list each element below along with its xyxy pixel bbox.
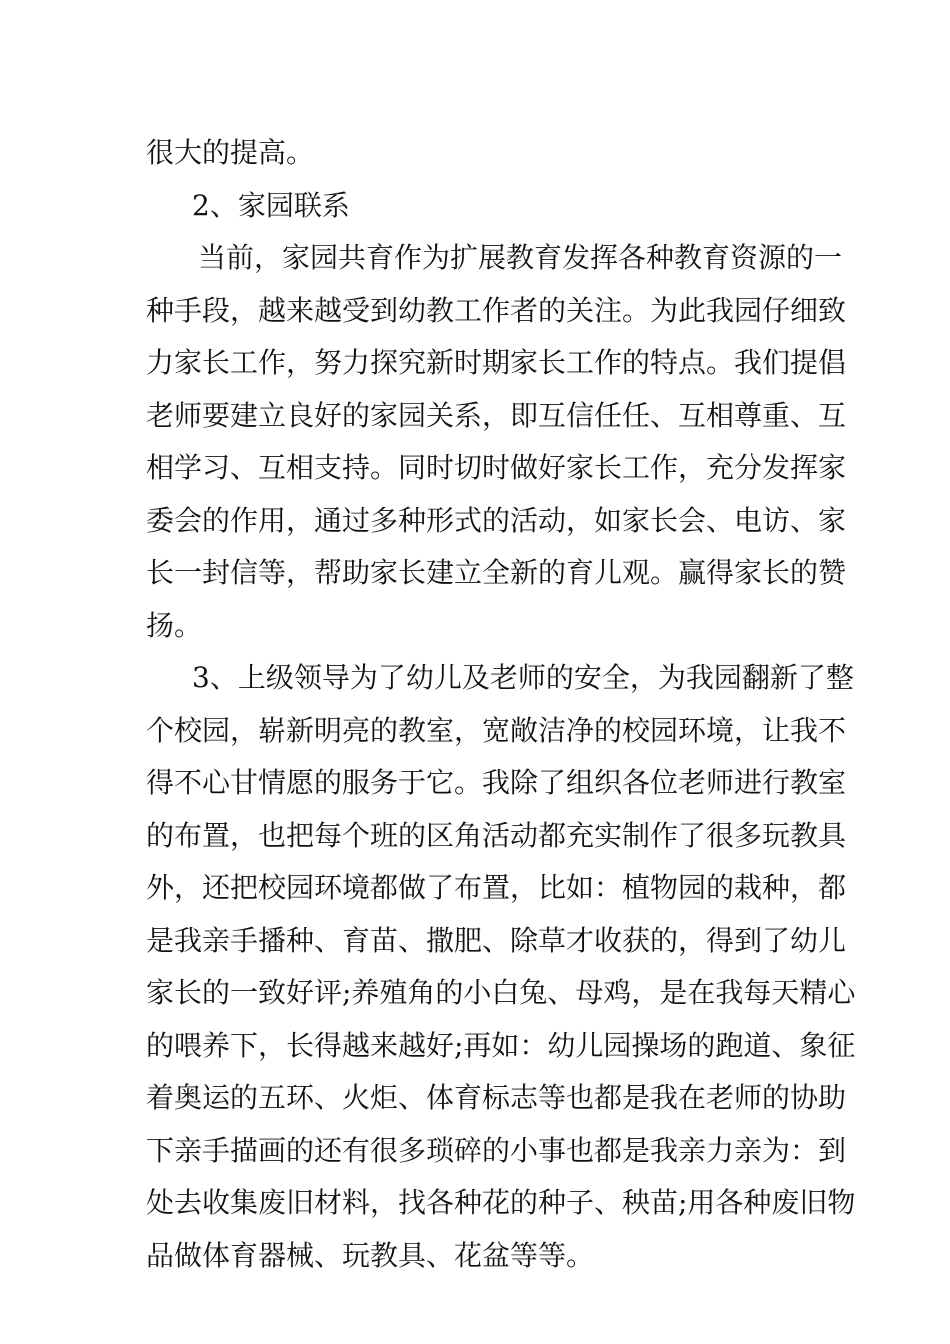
text-line: 当前，家园共育作为扩展教育发挥各种教育资源的一	[198, 241, 843, 274]
section-heading: 2、家园联系	[192, 188, 350, 222]
text-line: 扬。	[146, 608, 203, 642]
text-line: 相学习、互相支持。同时切时做好家长工作，充分发挥家	[146, 451, 847, 484]
text-line: 的喂养下，长得越来越好;再如：幼儿园操场的跑道、象征	[146, 1028, 856, 1062]
text-line: 很大的提高。	[146, 136, 315, 169]
text-line: 是我亲手播种、育苗、撒肥、除草才收获的，得到了幼儿	[146, 923, 847, 957]
text-line: 处去收集废旧材料，找各种花的种子、秧苗;用各种废旧物	[146, 1186, 856, 1219]
text-line: 个校园，崭新明亮的教室，宽敞洁净的校园环境，让我不	[146, 713, 847, 747]
text-line: 下亲手描画的还有很多琐碎的小事也都是我亲力亲为：到	[146, 1133, 847, 1167]
text-line: 3、上级领导为了幼儿及老师的安全，为我园翻新了整	[192, 661, 854, 694]
text-line: 老师要建立良好的家园关系，即互信任任、互相尊重、互	[146, 398, 847, 432]
text-line: 力家长工作，努力探究新时期家长工作的特点。我们提倡	[146, 346, 847, 379]
document-body	[146, 127, 856, 1282]
text-line: 的布置，也把每个班的区角活动都充实制作了很多玩教具	[146, 818, 847, 852]
text-line: 外，还把校园环境都做了布置，比如：植物园的栽种，都	[146, 871, 847, 904]
text-line: 品做体育器械、玩教具、花盆等等。	[146, 1238, 595, 1272]
text-line: 家长的一致好评;养殖角的小白兔、母鸡，是在我每天精心	[146, 976, 856, 1009]
text-line: 着奥运的五环、火炬、体育标志等也都是我在老师的协助	[146, 1081, 847, 1114]
text-line: 委会的作用，通过多种形式的活动，如家长会、电访、家	[146, 503, 847, 537]
text-line: 长一封信等，帮助家长建立全新的育儿观。赢得家长的赞	[146, 556, 847, 589]
text-line: 得不心甘情愿的服务于它。我除了组织各位老师进行教室	[146, 766, 847, 799]
text-line: 种手段，越来越受到幼教工作者的关注。为此我园仔细致	[146, 293, 847, 327]
